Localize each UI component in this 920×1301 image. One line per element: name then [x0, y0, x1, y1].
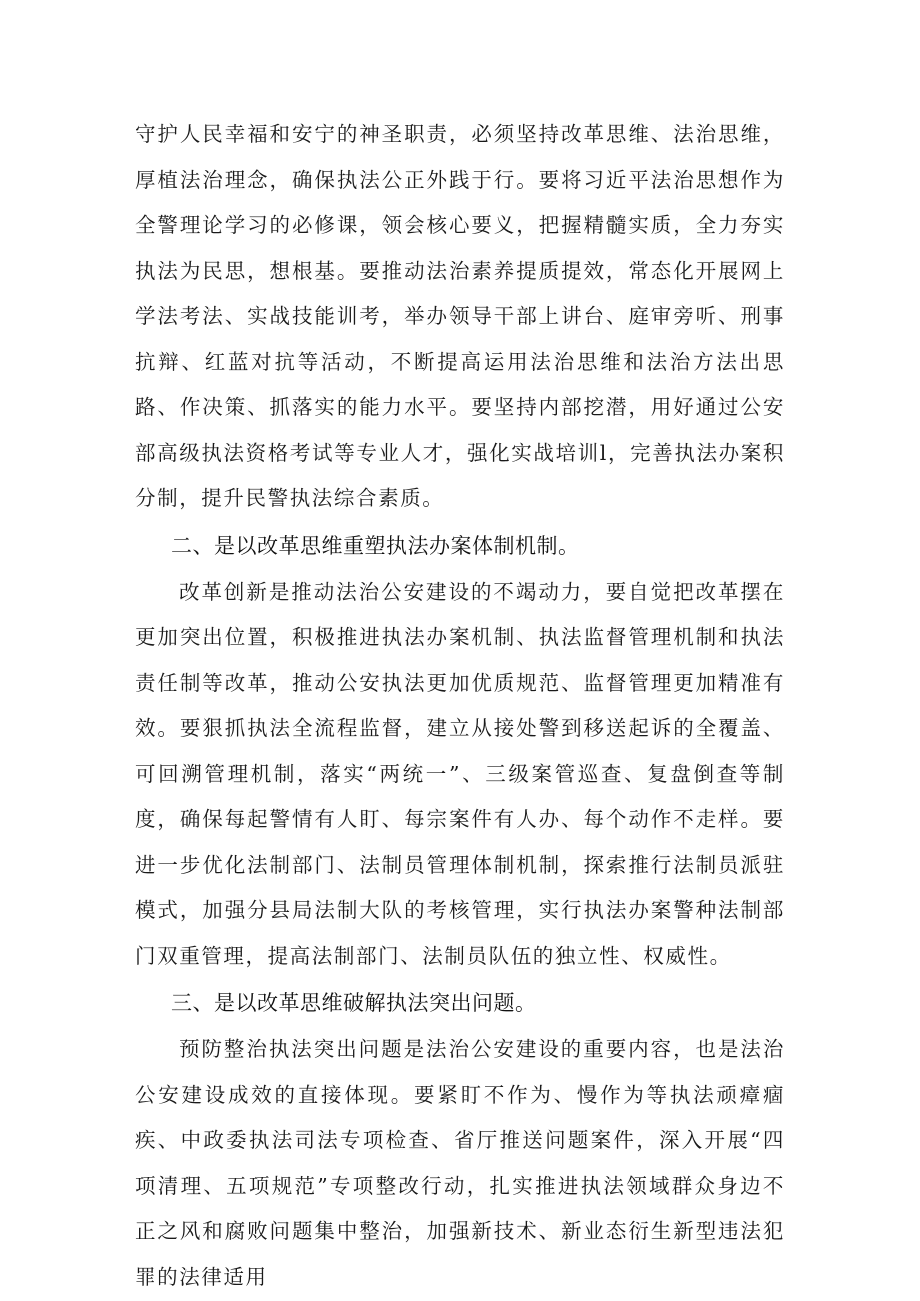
section-heading-3: 三、是以改革思维破解执法突出问题。: [171, 991, 537, 1015]
section-heading-2: 二、是以改革思维重塑执法办案体制机制。: [171, 533, 580, 558]
body-paragraph-3: 预防整治执法突出问题是法治公安建设的重要内容，也是法治公安建设成效的直接体现。要紧盯不作为、慢作为等执法顽瘴痼疾、中政委执法司法专项检查、省厅推送问题案件，深入开展“四项清理、五项规范”专项整改行动，扎实推进执法领域群众身边不正之风和腐败问题集中整治，加强新技术、新业态衍生新型违法犯罪的法律适用: [135, 1037, 785, 1289]
body-paragraph-2: 改革创新是推动法治公安建设的不竭动力，要自觉把改革摆在更加突出位置，积极推进执法办案机制、执法监督管理机制和执法责任制等改革，推动公安执法更加优质规范、监督管理更加精准有效。要狠抓执法全流程监督，建立从接处警到移送起诉的全覆盖、可回溯管理机制，落实“两统一”、三级案管巡查、复盘倒查等制度，确保每起警情有人盯、每宗案件有人办、每个动作不走样。要进一步优化法制部门、法制员管理体制机制，探索推行法制员派驻模式，加强分县局法制大队的考核管理，实行执法办案警种法制部门双重管理，提高法制部门、法制员队伍的独立性、权威性。: [135, 579, 785, 968]
document-body: [135, 112, 785, 1300]
body-paragraph-1: 守护人民幸福和安宁的神圣职责，必须坚持改革思维、法治思维，厚植法治理念，确保执法公正外践于行。要将习近平法治思想作为全警理论学习的必修课，领会核心要义，把握精髓实质，全力夯实执法为民思，想根基。要推动法治素养提质提效，常态化开展网上学法考法、实战技能训考，举办领导干部上讲台、庭审旁听、刑事抗辩、红蓝对抗等活动，不断提高运用法治思维和法治方法出思路、作决策、抓落实的能力水平。要坚持内部挖潜，用好通过公安部高级执法资格考试等专业人才，强化实战培训l，完善执法办案积分制，提升民警执法综合素质。: [135, 122, 785, 510]
